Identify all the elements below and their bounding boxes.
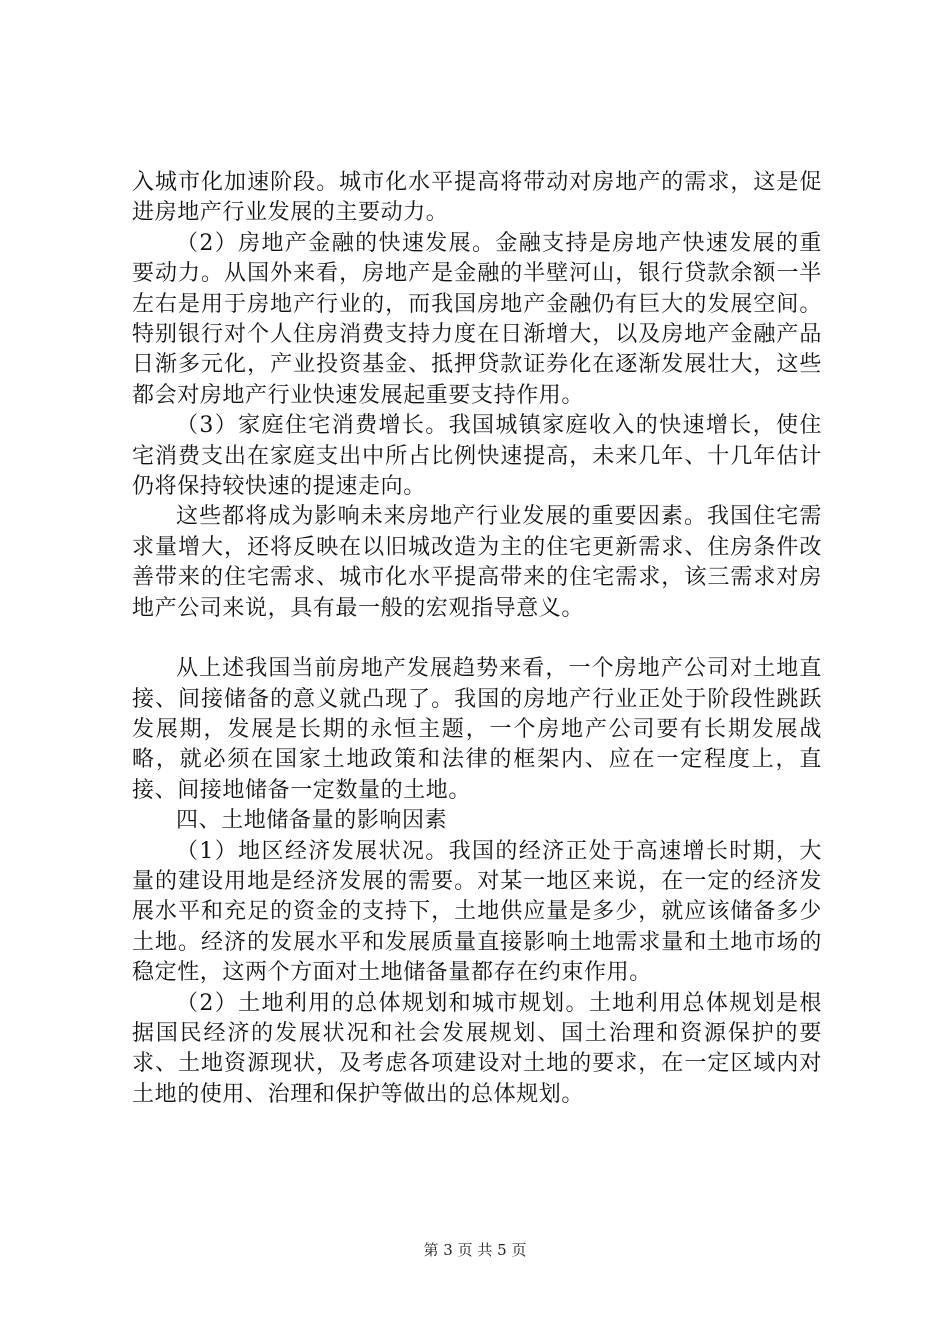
section-heading-land-reserve-factors: 四、土地储备量的影响因素 <box>176 808 448 834</box>
page-footer: 第 3 页 共 5 页 <box>423 1241 527 1259</box>
paragraph-real-estate-finance: （2）房地产金融的快速发展。金融支持是房地产快速发展的重要动力。从国外来看，房地产是金融的半壁河山，银行贷款余额一半左右是用于房地产行业的，而我国房地产金融仍有巨大的发展空间。特别银行对个人住房消费支持力度在日渐增大，以及房地产金融产品日渐多元化，产业投资基金、抵押贷款证券化在逐渐发展壮大，这些都会对房地产行业快速发展起重要支持作用。 <box>132 230 822 408</box>
paragraph-regional-economy: （1）地区经济发展状况。我国的经济正处于高速增长时期，大量的建设用地是经济发展的需要。对某一地区来说，在一定的经济发展水平和充足的资金的支持下，土地供应量是多少，就应该储备多少土地。经济的发展水平和发展质量直接影响土地需求量和土地市场的稳定性，这两个方面对土地储备量都存在约束作用。 <box>132 838 822 986</box>
paragraph-land-reserve-significance: 从上述我国当前房地产发展趋势来看，一个房地产公司对土地直接、间接储备的意义就凸现了。我国的房地产行业正处于阶段性跳跃发展期，发展是长期的永恒主题，一个房地产公司要有长期发展战略，就必须在国家土地政策和法律的框架内、应在一定程度上，直接、间接地储备一定数量的土地。 <box>132 656 822 803</box>
paragraph-land-use-planning: （2）土地利用的总体规划和城市规划。土地利用总体规划是根据国民经济的发展状况和社会发展规划、国土治理和资源保护的要求、土地资源现状，及考虑各项建设对土地的要求，在一定区域内对土地的使用、治理和保护等做出的总体规划。 <box>132 990 822 1107</box>
paragraph-spacer <box>132 624 822 654</box>
document-body <box>132 168 822 1110</box>
paragraph-important-factors: 这些都将成为影响未来房地产行业发展的重要因素。我国住宅需求量增大，还将反映在以旧城改造为主的住宅更新需求、住房条件改善带来的住宅需求、城市化水平提高带来的住宅需求，该三需求对房地产公司来说，具有最一般的宏观指导意义。 <box>132 504 822 621</box>
paragraph-household-consumption: （3）家庭住宅消费增长。我国城镇家庭收入的快速增长，使住宅消费支出在家庭支出中所占比例快速提高，未来几年、十几年估计仍将保持较快速的提速走向。 <box>132 413 822 500</box>
paragraph-continuation: 入城市化加速阶段。城市化水平提高将带动对房地产的需求，这是促进房地产行业发展的主要动力。 <box>132 170 822 226</box>
